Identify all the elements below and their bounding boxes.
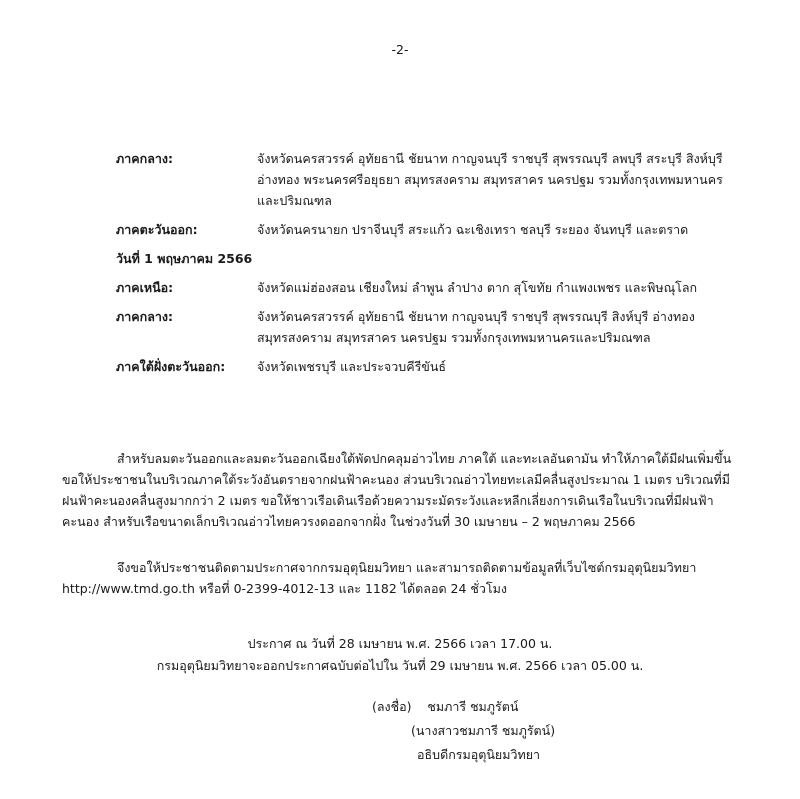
region-provinces: จังหวัดนครสวรรค์ อุทัยธานี ชัยนาท กาญจนบุรี ราชบุรี สุพรรณบุรี สิงห์บุรี อ่างทอง สมุทรสงคราม สมุทรสาคร นครปฐม รวมทั้งกรุงเทพมหานครและปริมณฑล: [257, 309, 695, 345]
signatory-full-name: (นางสาวชมภารี ชมภูรัตน์): [411, 723, 556, 738]
region-list: [116, 148, 736, 385]
date-heading: วันที่ 1 พฤษภาคม 2566: [116, 251, 253, 266]
next-announcement: กรมอุตุนิยมวิทยาจะออกประกาศฉบับต่อไปใน วันที่ 29 เมษายน พ.ศ. 2566 เวลา 05.00 น.: [156, 658, 644, 673]
region-provinces: จังหวัดแม่ฮ่องสอน เชียงใหม่ ลำพูน ลำปาง ตาก สุโขทัย กำแพงเพชร และพิษณุโลก: [257, 280, 698, 295]
region-label: ภาคกลาง:: [116, 151, 173, 166]
region-label: ภาคกลาง:: [116, 309, 173, 324]
issued-date: ประกาศ ณ วันที่ 28 เมษายน พ.ศ. 2566 เวลา 17.00 น.: [247, 636, 553, 651]
region-row-east-1: [116, 219, 736, 240]
region-provinces: จังหวัดนครสวรรค์ อุทัยธานี ชัยนาท กาญจนบุรี ราชบุรี สุพรรณบุรี ลพบุรี สระบุรี สิงห์บุรี อ่างทอง พระนครศรีอยุธยา สมุทรสงคราม สมุทรสาคร นครปฐม รวมทั้งกรุงเทพมหานคร และปริมณฑล: [257, 151, 723, 208]
wind-paragraph: สำหรับลมตะวันออกและลมตะวันออกเฉียงใต้พัดปกคลุมอ่าวไทย ภาคใต้ และทะเลอันดามัน ทำให้ภาคใต้มีฝนเพิ่มขึ้น ขอให้ประชาชนในบริเวณภาคใต้ระวังอันตรายจากฝนฟ้าคะนอง ส่วนบริเวณอ่าวไทยทะเลมีคลื่นสูงประมาณ 1 เมตร บริเวณที่มีฝนฟ้าคะนองคลื่นสูงมากกว่า 2 เมตร ขอให้ชาวเรือเดินเรือด้วยความระมัดระวังและหลีกเลี่ยงการเดินเรือในบริเวณที่มีฝนฟ้าคะนอง สำหรับเรือขนาดเล็กบริเวณอ่าวไทยควรงดออกจากฝั่ง ในช่วงวันที่ 30 เมษายน – 2 พฤษภาคม 2566: [62, 451, 732, 529]
region-provinces: จังหวัดเพชรบุรี และประจวบคีรีขันธ์: [257, 359, 447, 374]
region-row-south-east-2: [116, 356, 736, 377]
follow-paragraph: จึงขอให้ประชาชนติดตามประกาศจากกรมอุตุนิยมวิทยา และสามารถติดตามข้อมูลที่เว็บไซต์กรมอุตุนิยมวิทยา http://www.tmd.go.th หรือที่ 0-2399-4012-13 และ 1182 ได้ตลอด 24 ชั่วโมง: [62, 560, 697, 596]
page-number: -2-: [391, 42, 409, 57]
region-label: ภาคใต้ฝั่งตะวันออก:: [116, 359, 226, 374]
region-provinces: จังหวัดนครนายก ปราจีนบุรี สระแก้ว ฉะเชิงเทรา ชลบุรี ระยอง จันทบุรี และตราด: [257, 222, 689, 237]
region-label: ภาคเหนือ:: [116, 280, 174, 295]
signatory-position: อธิบดีกรมอุตุนิยมวิทยา: [417, 747, 541, 762]
region-label: ภาคตะวันออก:: [116, 222, 198, 237]
region-row-north-2: [116, 277, 736, 298]
signature-line: (ลงชื่อ) ชมภารี ชมภูรัตน์: [372, 699, 519, 714]
region-row-central-1: [116, 148, 736, 211]
region-row-central-2: [116, 306, 736, 348]
